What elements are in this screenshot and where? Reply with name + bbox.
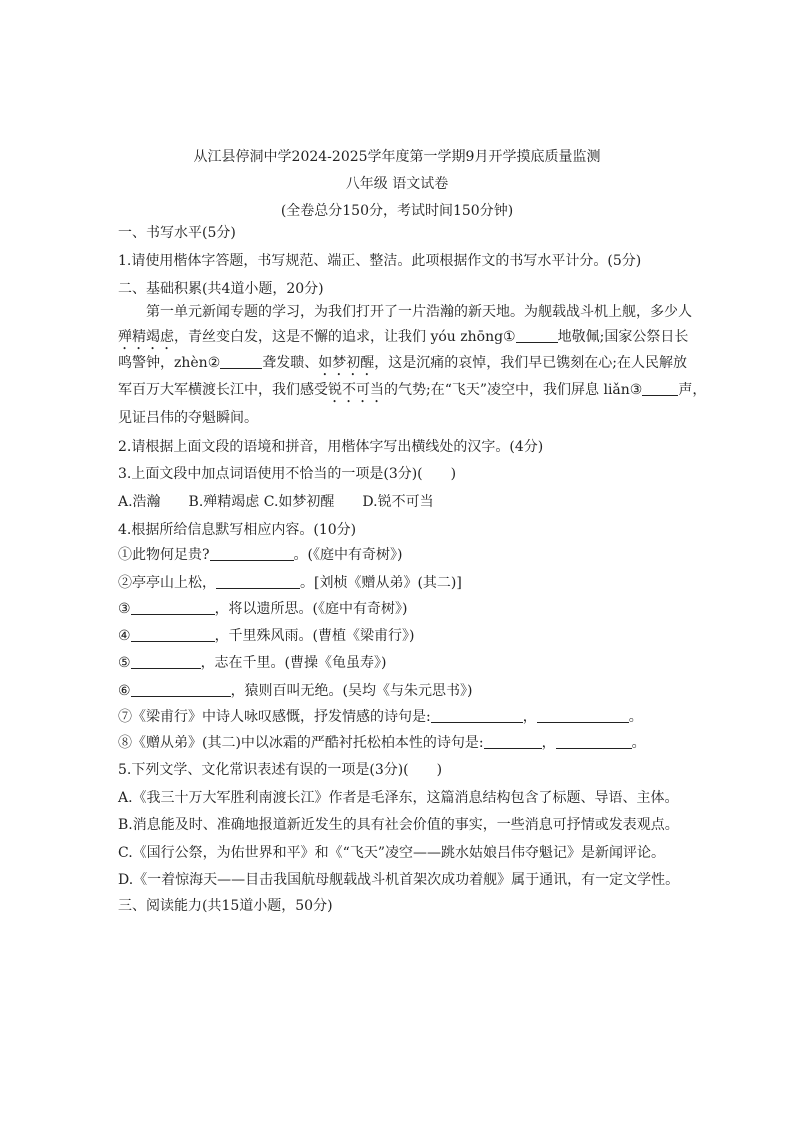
recite-prompt: ①此物何足贵? xyxy=(118,547,210,563)
question-5-option-c: C.《国行公祭，为佑世界和平》和《“飞天”凌空——跳水姑娘吕伟夺魁记》是新闻评论。 xyxy=(118,845,665,861)
recite-blank-2[interactable] xyxy=(216,574,300,589)
recite-blank-3[interactable] xyxy=(131,600,215,615)
question-4: 4.根据所给信息默写相应内容。(10分) xyxy=(118,522,357,538)
section-3-heading: 三、阅读能力(共15道小题，50分) xyxy=(118,898,333,914)
recite-item-2 xyxy=(118,573,678,593)
passage-line-2 xyxy=(118,327,689,353)
recite-prompt: ⑦《梁甫行》中诗人咏叹感慨，抒发情感的诗句是: xyxy=(118,709,431,725)
passage-text: ，这是沉痛的哀悼，我们早已镌刻在心;在人民解放 xyxy=(374,355,687,371)
passage-line-3 xyxy=(118,353,687,379)
recite-source: 。(《庭中有奇树》) xyxy=(293,547,403,563)
passage-text: 地敬佩;国家公祭日长 xyxy=(557,329,689,345)
passage-text: 声， xyxy=(678,382,707,398)
question-3-options: A.浩瀚 B.殚精竭虑 C.如梦初醒 D.锐不可当 xyxy=(118,494,434,510)
recite-sep: ， xyxy=(522,709,537,725)
passage-text: 的气势;在“飞天”凌空中，我们屏息 liǎn③ xyxy=(384,382,643,398)
recite-prompt: ②亭亭山上松， xyxy=(118,575,216,591)
recite-source: ，将以遗所思。(《庭中有奇树》) xyxy=(214,601,408,617)
exam-note: (全卷总分150分，考试时间150分钟) xyxy=(280,203,514,219)
question-5: 5.下列文学、文化常识表述有误的一项是(3分)( ) xyxy=(118,762,443,778)
recite-prompt: ⑧《赠从弟》(其二)中以冰霜的严酷衬托松柏本性的诗句是: xyxy=(118,735,484,751)
passage-text: 军百万大军横渡长江中，我们感受 xyxy=(118,382,328,398)
recite-item-5 xyxy=(118,653,678,673)
recite-item-3 xyxy=(118,599,678,619)
recite-prompt: ⑥ xyxy=(118,683,131,699)
recite-end: 。 xyxy=(628,709,643,725)
recite-item-7 xyxy=(118,707,678,727)
recite-prompt: ④ xyxy=(118,628,131,644)
recite-source: ，猿则百叫无绝。(吴均《与朱元思书》) xyxy=(230,683,473,699)
recite-blank-8b[interactable] xyxy=(556,734,632,749)
recite-blank-8a[interactable] xyxy=(484,734,542,749)
passage-line-1: 第一单元新闻专题的学习，为我们打开了一片浩瀚的新天地。为舰载战斗机上舰，多少人 xyxy=(146,304,692,320)
recite-blank-5[interactable] xyxy=(131,654,201,669)
section-2-heading: 二、基础积累(共4道小题，20分) xyxy=(118,281,324,297)
blank-3[interactable] xyxy=(642,381,678,396)
recite-item-1 xyxy=(118,545,678,565)
recite-item-4 xyxy=(118,626,678,646)
recite-blank-7a[interactable] xyxy=(431,708,523,723)
recite-blank-7b[interactable] xyxy=(537,708,629,723)
recite-source: ，志在千里。(曹操《龟虽寿》) xyxy=(200,655,387,671)
recite-sep: ， xyxy=(541,735,556,751)
recite-prompt: ③ xyxy=(118,601,131,617)
recite-item-8 xyxy=(118,733,678,753)
section-1-heading: 一、书写水平(5分) xyxy=(118,225,236,241)
recite-source: ，千里殊风雨。(曹植《梁甫行》) xyxy=(214,628,415,644)
question-2: 2.请根据上面文段的语境和拼音，用楷体字写出横线处的汉字。(4分) xyxy=(118,439,544,455)
recite-item-6 xyxy=(118,681,678,701)
question-5-option-b: B.消息能及时、准确地报道新近发生的具有社会价值的事实，一些消息可抒情或发表观点。 xyxy=(118,817,679,833)
recite-prompt: ⑤ xyxy=(118,655,131,671)
recite-blank-1[interactable] xyxy=(210,546,294,561)
passage-line-5: 见证吕伟的夺魁瞬间。 xyxy=(118,410,258,426)
exam-subtitle: 八年级 语文试卷 xyxy=(345,176,449,192)
recite-source: 。[刘桢《赠从弟》(其二)] xyxy=(300,575,462,591)
dotted-word-4: 锐不可当 xyxy=(328,382,384,398)
recite-blank-6[interactable] xyxy=(131,682,231,697)
passage-text: 聋发聩、 xyxy=(262,355,319,371)
dotted-word-3: 如梦初醒 xyxy=(318,355,375,371)
question-5-option-a: A.《我三十万大军胜利南渡长江》作者是毛泽东，这篇消息结构包含了标题、导语、主体。 xyxy=(118,790,679,806)
recite-blank-4[interactable] xyxy=(131,627,215,642)
passage-text: ，青丝变白发，这是不懈的追求，让我们 yóu zhōng① xyxy=(174,329,516,345)
blank-2[interactable] xyxy=(220,354,262,369)
question-1: 1.请使用楷体字答题，书写规范、端正、整洁。此项根据作文的书写水平计分。(5分) xyxy=(118,253,642,269)
question-5-option-d: D.《一着惊海天——目击我国航母舰载战斗机首架次成功着舰》属于通讯，有一定文学性。 xyxy=(118,872,680,888)
dotted-word-1: 殚精竭虑 xyxy=(118,329,174,345)
recite-end: 。 xyxy=(631,735,646,751)
question-3: 3.上面文段中加点词语使用不恰当的一项是(3分)( ) xyxy=(118,466,457,482)
passage-line-4 xyxy=(118,380,707,406)
blank-1[interactable] xyxy=(516,328,558,343)
passage-text: 鸣警钟，zhèn② xyxy=(118,355,221,371)
exam-title: 从江县停洞中学2024-2025学年度第一学期9月开学摸底质量监测 xyxy=(193,149,601,165)
